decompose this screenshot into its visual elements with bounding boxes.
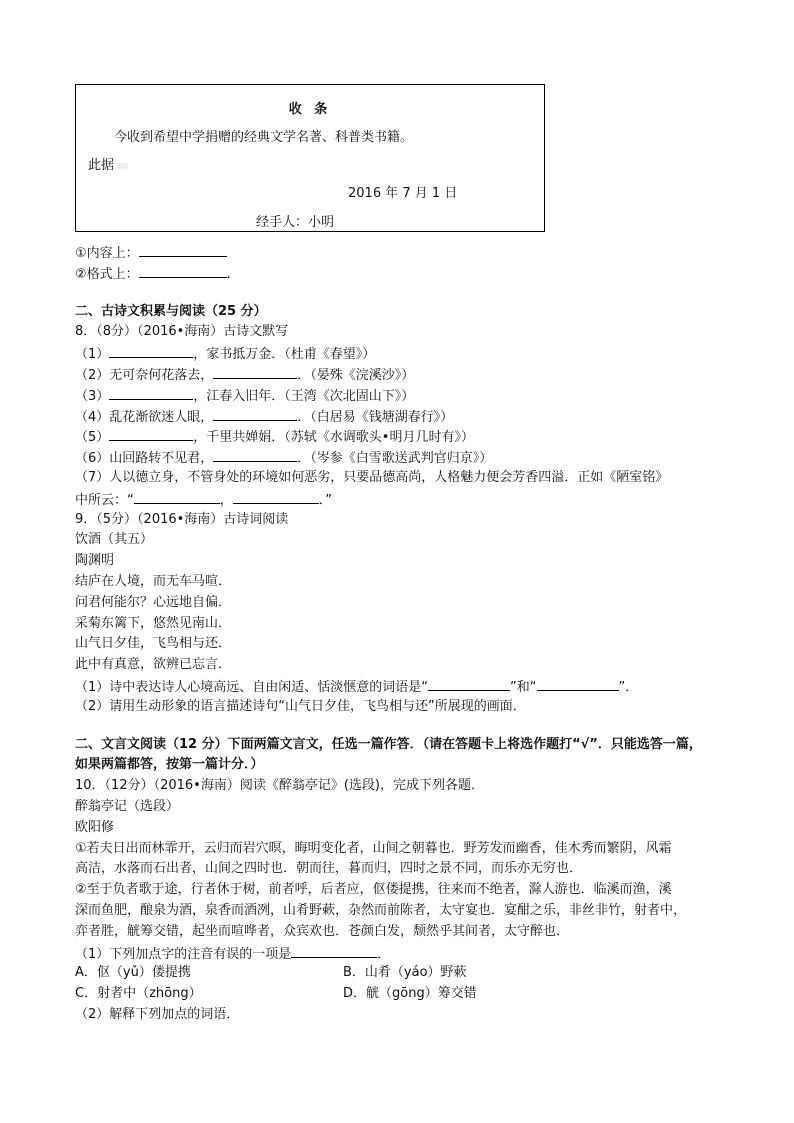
receipt-handler: 经手人：小明 [256,215,335,230]
option-c[interactable]: C．射者中（zhōng） [75,986,202,1002]
poem-author: 陶渊明 [75,553,115,569]
q8-text: 中所云：“ [75,492,134,508]
smudge-mark [116,163,128,169]
answer-blank[interactable] [109,385,193,400]
passage-line: 弈者胜，觥筹交错，起坐而喧哗者，众宾欢也．苍颜白发，颓然乎其间者，太守醉也． [75,923,570,939]
receipt-box [75,84,545,232]
passage-line: 高洁，水落而石出者，山间之四时也．朝而往，暮而归，四时之景不同，而乐亦无穷也． [75,861,583,877]
poem-line: 结庐在人境，而无车马喧． [75,573,232,589]
q8-text: ，千里共婵娟．（苏轼《水调歌头•明月几时有》） [193,430,474,446]
receipt-title: 收 条 [288,102,332,117]
section-heading-poetry: 二、古诗文积累与阅读（25 分） [75,303,267,319]
q8-text: ．” [318,492,333,508]
answer-blank[interactable] [109,343,193,358]
q8-text: （2）无可奈何花落去， [75,367,214,383]
answer-blank[interactable] [213,447,297,462]
exam-page [75,84,725,1026]
q10-title: 10．（12分）（2016•海南）阅读《醉翁亭记》(选段)，完成下列各题． [75,778,484,794]
q8-text: ．（晏殊《浣溪沙》） [297,367,415,383]
poem-line: 问君何能尔？心远地自偏． [75,594,232,610]
answer-blank[interactable] [109,426,193,441]
option-d[interactable]: D．觥（gōng）筹交错 [343,986,477,1002]
passage-line: ②至于负者歌于途，行者休于树，前者呼，后者应，伛偻提携，往来而不绝者，滁人游也．临溪而渔，溪 [75,882,672,898]
poem-line: 采菊东篱下，悠然见南山． [75,615,232,631]
q9-sub-1 [75,676,725,697]
q8-text: （5） [75,430,110,446]
q8-item-4 [75,406,725,427]
poem-title: 饮酒（其五） [75,532,154,548]
q9-text: （1）诗中表达诗人心境高远、自由闲适、恬淡惬意的词语是“ [75,679,429,695]
q10-text: ． [377,946,391,962]
q8-text: （1） [75,347,110,363]
answer-blank[interactable] [139,263,227,278]
q8-title: 8．（8分）（2016•海南）古诗文默写 [75,324,289,340]
q10-text: （1）下列加点字的注音有误的一项是 [75,946,292,962]
q8-item-6 [75,447,725,468]
q8-item-7-cont [75,489,725,510]
q8-text: （6）山回路转不见君， [75,451,214,467]
q9-sub-2: （2）请用生动形象的语言描述诗句“山气日夕佳，飞鸟相与还”所展现的画面． [75,698,526,714]
option-b[interactable]: B．山肴（yáo）野蔌 [343,965,467,981]
receipt-this-label: 此据 [88,158,115,173]
answer-blank[interactable] [291,943,377,958]
q8-text: ，江春入旧年．（王湾《次北固山下》） [193,388,415,404]
q8-text: ， [219,492,233,508]
answer-blank[interactable] [139,242,227,257]
fix-format-line [75,263,725,284]
receipt-this-note [88,154,128,173]
poem-line: 此中有真意，欲辨已忘言． [75,657,232,673]
passage-line: ①若夫日出而林霏开，云归而岩穴暝，晦明变化者，山间之朝暮也．野芳发而幽香，佳木秀而繁阴，风霜 [75,840,672,856]
q8-text: （3） [75,388,110,404]
q8-item-1 [75,343,725,364]
section-heading-classical-2: 如果两篇都答，按第一篇计分．） [75,757,264,773]
receipt-body: 今收到希望中学捐赠的经典文学名著、科普类书籍。 [114,130,414,145]
answer-blank[interactable] [428,676,510,691]
q8-item-5 [75,426,725,447]
options-row-1 [75,963,725,984]
q10-sub-2: （2）解释下列加点的词语． [75,1006,240,1022]
text-author: 欧阳修 [75,819,115,835]
q8-item-2 [75,364,725,385]
answer-blank[interactable] [233,489,319,504]
fix-format-label: ②格式上： [75,266,139,282]
option-a[interactable]: A．伛（yǔ）偻提携 [75,965,191,981]
answer-blank[interactable] [213,364,297,379]
q8-text: ，家书抵万金．（杜甫《春望》） [193,347,376,363]
q10-sub-1 [75,943,725,964]
punct: . [226,266,231,282]
fix-content-label: ①内容上： [75,246,139,261]
answer-blank[interactable] [213,406,297,421]
q8-text: （4）乱花渐欲迷人眼， [75,409,214,425]
section-heading-classical-1: 二、文言文阅读（12 分）下面两篇文言文，任选一篇作答．（请在答题卡上将选作题打“√”．只能选答一篇， [75,736,702,752]
text-title: 醉翁亭记（选段） [75,798,180,814]
q8-item-3 [75,385,725,406]
q9-text: ”和“ [510,679,537,695]
answer-blank[interactable] [537,676,619,691]
q9-text: ”． [618,679,639,695]
receipt-date: 2016 年 7 月 1 日 [348,186,458,201]
q8-text: ．（白居易《钱塘湖春行》） [297,409,454,425]
options-row-2 [75,984,725,1005]
poem-line: 山气日夕佳，飞鸟相与还． [75,636,232,652]
q9-title: 9．（5分）（2016•海南）古诗词阅读 [75,511,289,527]
passage-line: 深而鱼肥，酿泉为酒，泉香而酒冽，山肴野蔌，杂然而前陈者，太守宴也．宴酣之乐，非丝非竹，射者中， [75,902,687,918]
q8-text: ．（岑参《白雪歌送武判官归京》） [297,451,493,467]
q8-item-7: （7）人以德立身，不管身处的环境如何恶劣，只要品德高尚，人格魅力便会芳香四溢．正如《陋室铭》 [75,469,669,485]
fix-content-line [75,242,725,263]
answer-blank[interactable] [134,489,220,504]
